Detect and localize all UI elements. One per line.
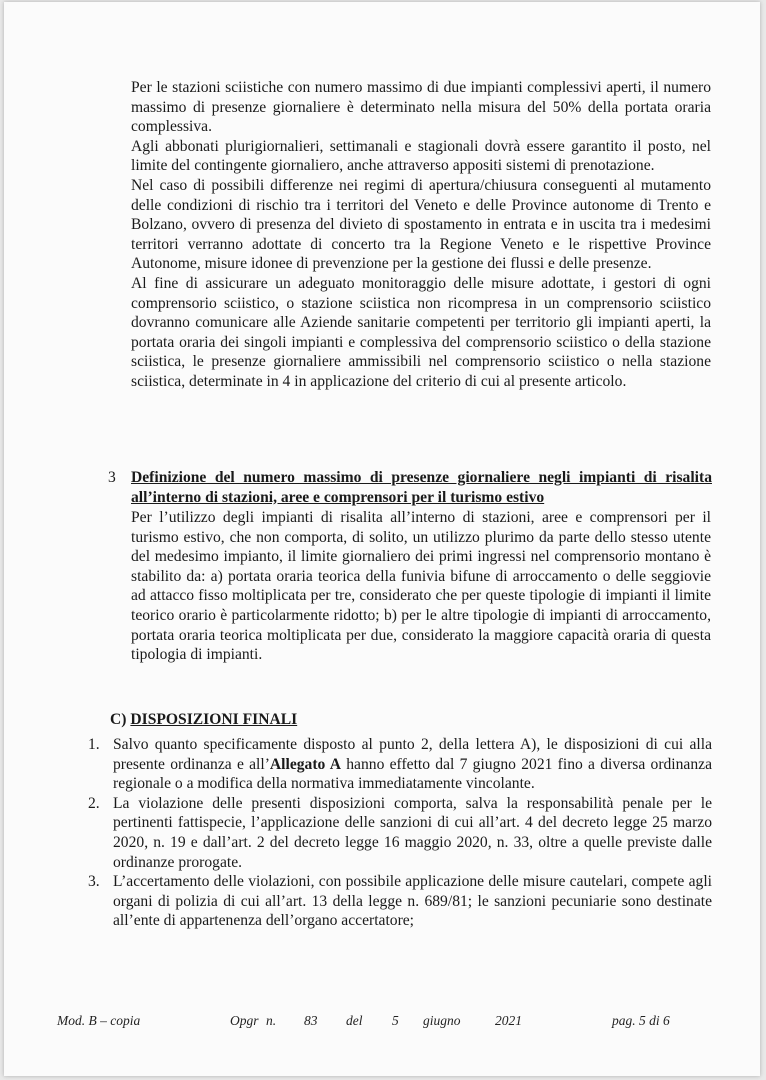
list-item (88, 872, 712, 931)
point-3-heading (108, 468, 712, 507)
final-provisions-list (88, 735, 712, 931)
footer-number: 83 (304, 1013, 318, 1028)
paragraph: Agli abbonati plurigiornalieri, settimanali e stagionali dovrà essere garantito il posto, nel limite del contingente giornaliero, anche attraverso appositi sistemi di prenotazione. (131, 137, 711, 175)
section-b-continuation (131, 78, 711, 392)
item-text: Salvo quanto specificamente disposto al punto 2, della lettera A), le disposizioni di cui alla presente ordinanza e all’ (113, 736, 712, 773)
item-text: L’accertamento delle violazioni, con possibile applicazione delle misure cautelari, compete agli organi di polizia di cui all’art. 13 della legge n. 689/81; le sanzioni pecuniarie sono destinate all’ente di appartenenza dell’organo accertatore; (113, 873, 712, 930)
footer-year: 2021 (495, 1013, 522, 1028)
footer-del-label: del (346, 1013, 363, 1028)
point-number: 3 (108, 469, 116, 486)
footer-n-label: n. (266, 1013, 277, 1028)
paragraph: Per le stazioni sciistiche con numero massimo di due impianti complessivi aperti, il numero massimo di presenze giornaliere è determinato nella misura del 50% della portata oraria complessiva. (131, 79, 711, 136)
item-text: hanno effetto dal 7 giugno 2021 fino a diversa ordinanza regionale o a modifica della normativa immediatamente vincolante. (113, 755, 712, 793)
item-text: La violazione delle presenti disposizioni comporta, salva la responsabilità penale per le pertinenti fattispecie, l’applicazione delle sanzioni di cui all’art. 4 del decreto legge 25 marzo 2020, n. 19 e dall’art. 2 del decreto legge 16 maggio 2020, n. 33, oltre a quelle previste dalle ordinanze prorogate. (113, 794, 712, 871)
section-c-heading (110, 710, 297, 730)
footer-model: Mod. B – copia (57, 1013, 141, 1028)
footer-page-number: pag. 5 di 6 (612, 1013, 670, 1028)
point-title: Definizione del numero massimo di presenze giornaliere negli impianti di risalita all’interno di stazioni, aree e comprensori per il turismo estivo (131, 469, 712, 506)
item-number: 1. (88, 736, 100, 753)
item-number: 3. (88, 873, 100, 891)
paragraph: Per l’utilizzo degli impianti di risalita all’interno di stazioni, aree e comprensori per il turismo estivo, che non comporta, di solito, un utilizzo plurimo da parte dello stesso utente del medesimo impianto, il limite giornaliero dei primi ingressi nel comprensorio montano è stabilito da: a) portata oraria teorica della funivia bifune di arroccamento o delle seggiovie ad attacco fisso moltiplicata per tre, considerato che per queste tipologie di impianti il limite teorico orario è particolarmente ridotto; b) per le altre tipologie di impianti di arroccamento, portata oraria teorica moltiplicata per due, considerato la maggiore capacità oraria di questa tipologia di impianti. (131, 509, 711, 664)
list-item (88, 794, 712, 872)
allegato-reference: Allegato A (269, 755, 341, 773)
section-letter: C) (110, 711, 127, 728)
item-number: 2. (88, 794, 100, 812)
document-page (4, 2, 760, 1076)
section-title: DISPOSIZIONI FINALI (130, 711, 298, 728)
list-item (88, 735, 712, 794)
footer-day: 5 (392, 1013, 399, 1028)
footer-month: giugno (423, 1013, 461, 1028)
paragraph: Nel caso di possibili differenze nei regimi di apertura/chiusura conseguenti al mutamento delle condizioni di rischio tra i territori del Veneto e delle Province autonome di Trento e Bolzano, ovvero di presenza del divieto di spostamento in entrata e in uscita tra i medesimi territori verranno adottate di concerto tra la Regione Veneto e le rispettive Province Autonome, misure idonee di prevenzione per la gestione dei flussi e delle presenze. (131, 176, 711, 273)
footer-opgr-label: Opgr (230, 1013, 259, 1028)
point-3-body (131, 508, 711, 665)
paragraph: Al fine di assicurare un adeguato monitoraggio delle misure adottate, i gestori di ogni comprensorio sciistico, o stazione sciistica non ricompresa in un comprensorio sciistico dovranno comunicare alle Aziende sanitarie competenti per territorio gli impianti aperti, la portata oraria dei singoli impianti e complessiva del comprensorio sciistico o della stazione sciistica, le presenze giornaliere ammissibili nel comprensorio sciistico o nella stazione sciistica, determinate in 4 in applicazione del criterio di cui al presente articolo. (131, 274, 711, 390)
